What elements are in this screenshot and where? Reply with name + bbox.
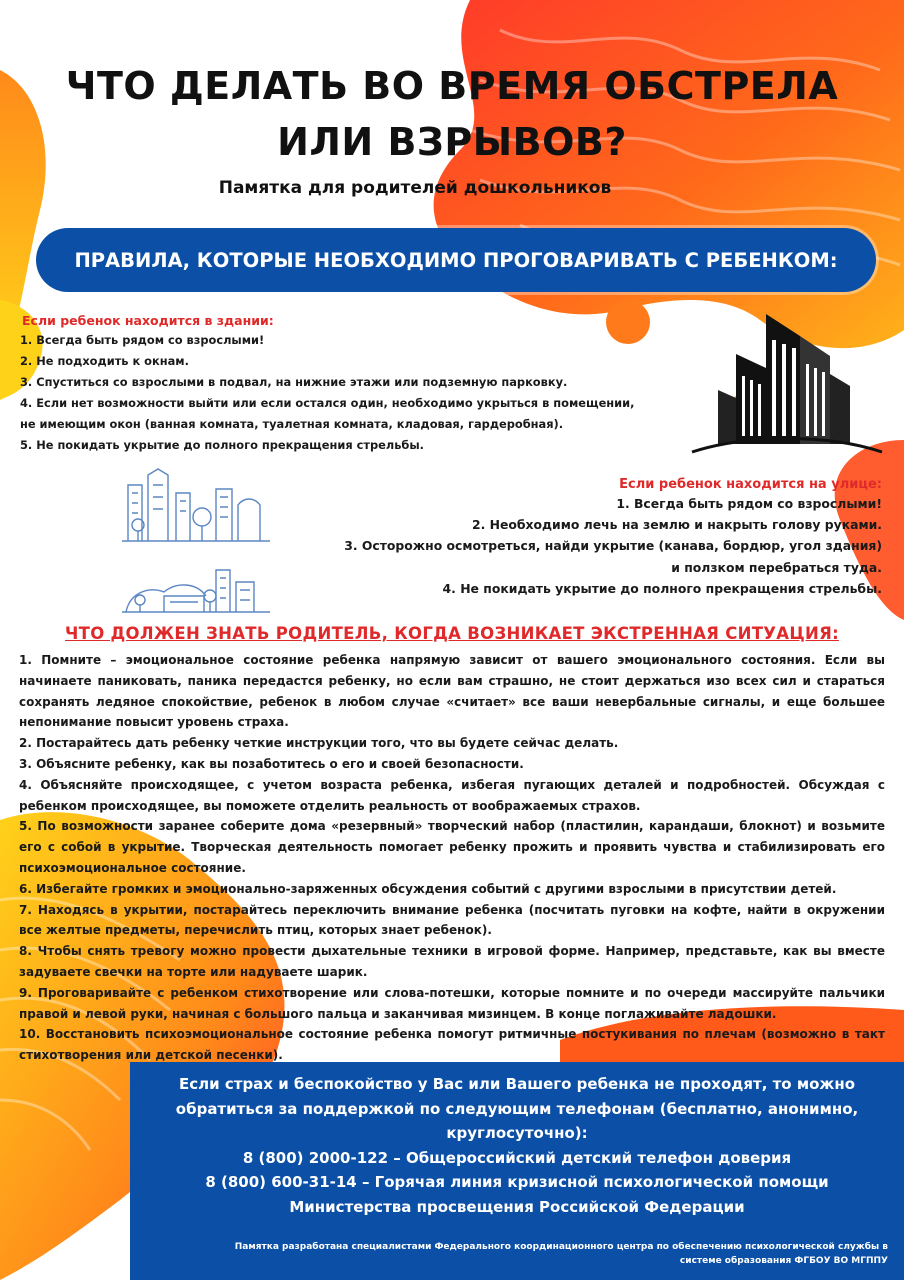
list-item: 1. Помните – эмоциональное состояние ребенка напрямую зависит от вашего эмоционального состояния. Если вы начинаете паниковать, паника передастся ребенку, но если вам страшно, не стоит держаться изо всех сил и стараться сохранять ледяное спокойствие, ребенок в любом случае «считает» все ваши невербальные сигналы, и еще большее непонимание повысит уровень страха. [19,653,885,730]
park-outline-icon [120,552,272,614]
top-right-blob [434,0,904,348]
list-item: 10. Восстановить психоэмоциональное состояние ребенка помогут ритмичные постукивания по плечам (возможно в такт стихотворения или детской песенки). [19,1027,885,1063]
list-item: 5. Не покидать укрытие до полного прекращения стрельбы. [20,438,424,452]
list-item: 9. Проговаривайте с ребенком стихотворение или слова-потешки, которые помните и по очереди массируйте пальчики правой и левой руки, начиная с большого пальца и заканчивая мизинцем. В конце поглаживайте ладошки. [19,985,885,1021]
list-item: 2. Постарайтесь дать ребенку четкие инструкции того, что вы будете сейчас делать. [19,736,619,751]
street-section-heading: Если ребенок находится на улице: [619,477,882,492]
title-line-1: ЧТО ДЕЛАТЬ ВО ВРЕМЯ ОБСТРЕЛА [65,64,839,108]
list-item: 1. Всегда быть рядом со взрослыми! [616,496,882,511]
list-item: 3. Спуститься со взрослыми в подвал, на нижние этажи или подземную парковку. [20,375,568,389]
list-item: 4. Если нет возможности выйти или если остался один, необходимо укрыться в помещении, [20,396,635,410]
help-box [130,1062,904,1280]
list-item: 7. Находясь в укрытии, постарайтесь переключить внимание ребенка (посчитать пуговки на кофте, найти в окружении все желтые предметы, перечислить птиц, которых знает ребенок). [19,902,885,938]
parent-section [19,650,885,1066]
help-line: Если страх и беспокойство у Вас или Вашего ребенка не проходят, то можно [179,1075,855,1093]
list-item: и ползком перебраться туда. [671,559,882,575]
page-title [40,58,864,170]
parent-section-heading: ЧТО ДОЛЖЕН ЗНАТЬ РОДИТЕЛЬ, КОГДА ВОЗНИКАЕТ ЭКСТРЕННАЯ СИТУАЦИЯ: [65,624,839,643]
hotline-children: 8 (800) 2000-122 – Общероссийский детский телефон доверия [242,1148,792,1167]
building-section-heading: Если ребенок находится в здании: [22,313,274,328]
page-subtitle: Памятка для родителей дошкольников [218,178,612,198]
street-section [262,477,882,599]
footer-credit [148,1240,888,1268]
footer-line-1: Памятка разработана специалистами Федерального координационного центра по обеспечению психологической службы в [234,1242,888,1252]
building-icon [688,306,884,454]
list-item: 2. Необходимо лечь на землю и накрыть голову руками. [471,517,882,533]
list-item: 3. Объясните ребенку, как вы позаботитесь о его и своей безопасности. [19,756,524,771]
building-section [20,313,680,456]
list-item: 1. Всегда быть рядом со взрослыми! [20,333,265,347]
title-line-2: ИЛИ ВЗРЫВОВ? [277,120,627,164]
help-text [160,1072,874,1219]
help-line: Министерства просвещения Российской Федерации [289,1197,745,1216]
list-item: 2. Не подходить к окнам. [20,354,189,368]
list-item: 3. Осторожно осмотреться, найди укрытие (канава, бордюр, угол здания) [344,538,882,554]
list-item: 4. Не покидать укрытие до полного прекращения стрельбы. [442,580,882,596]
help-line: круглосуточно): [446,1124,588,1142]
list-item: не имеющим окон (ванная комната, туалетная комната, кладовая, гардеробная). [20,417,564,431]
list-item: 4. Объясняйте происходящее, с учетом возраста ребенка, избегая пугающих деталей и подробностей. Обсуждая с ребенком происходящее, вы поможете отделить реальность от воображаемых страхов. [19,777,885,813]
help-line: обратиться за поддержкой по следующим телефонам (бесплатно, анонимно, [175,1099,859,1118]
list-item: 6. Избегайте громких и эмоционально-заряженных обсуждения событий с другими взрослыми в присутствии детей. [19,881,837,896]
rules-banner: ПРАВИЛА, КОТОРЫЕ НЕОБХОДИМО ПРОГОВАРИВАТЬ С РЕБЕНКОМ: [36,228,876,292]
list-item: 5. По возможности заранее соберите дома «резервный» творческий набор (пластилин, карандаши, блокнот) и возьмите его с собой в укрытие. Творческая деятельность помогает ребенку прожить и проявить чувства и стабилизировать его психоэмоциональное состояние. [19,819,885,875]
footer-line-2: системе образования ФГБОУ ВО МГППУ [679,1256,888,1266]
list-item: 8. Чтобы снять тревогу можно провести дыхательные техники в игровой форме. Например, представьте, как вы вместе задуваете свечки на торте или надуваете шарик. [19,944,885,979]
hotline-crisis: 8 (800) 600-31-14 – Горячая линия кризисной психологической помощи [205,1173,829,1191]
city-outline-icon [120,465,272,543]
